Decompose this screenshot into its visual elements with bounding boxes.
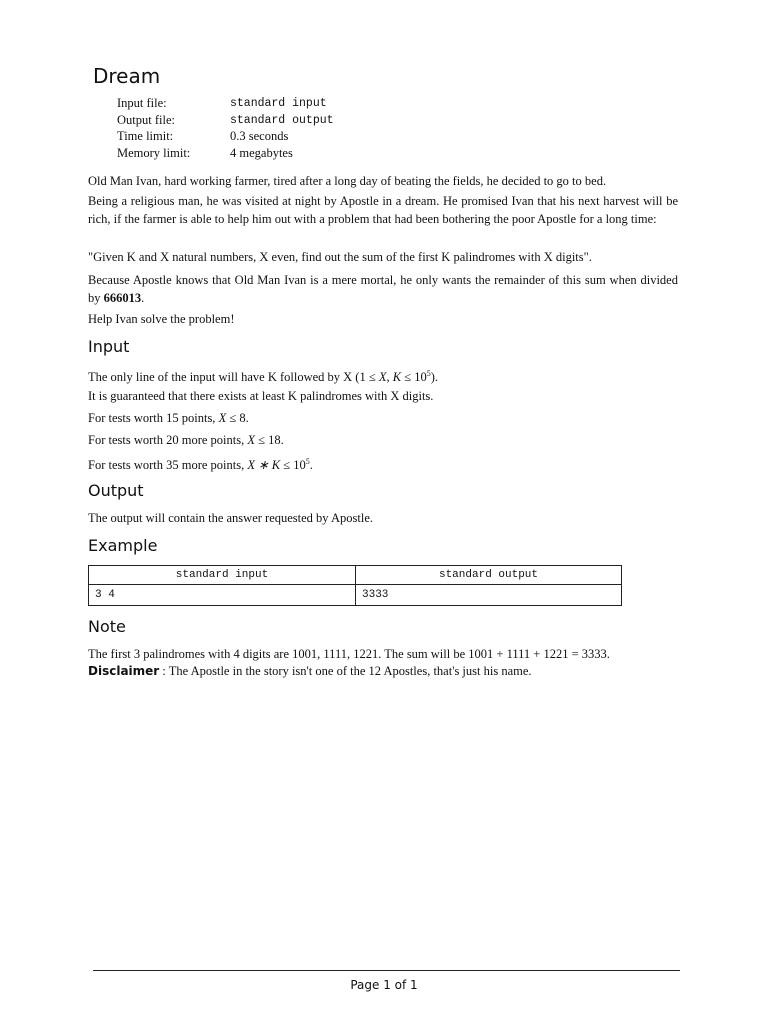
disclaimer	[88, 662, 688, 680]
output-file-row	[117, 112, 334, 129]
statement-p4-end: .	[141, 291, 145, 305]
input-l3-math: X	[218, 411, 227, 425]
statement-paragraph-4	[88, 271, 678, 307]
input-l5-math: X ∗ K	[247, 458, 281, 473]
input-l1-math: X, K	[378, 370, 402, 385]
problem-title: Dream	[93, 64, 161, 88]
page-number: Page 1 of 1	[350, 978, 418, 992]
input-line-2: It is guaranteed that there exists at least K palindromes with X digits.	[88, 389, 434, 403]
example-data-row	[89, 585, 622, 606]
statement-paragraph-5: Help Ivan solve the problem!	[88, 312, 235, 326]
input-l1-sup: 5	[426, 369, 431, 378]
memory-limit-label: Memory limit:	[117, 145, 191, 160]
statement-paragraph-1: Old Man Ivan, hard working farmer, tired after a long day of beating the fields, he decided to go to bed.	[88, 174, 607, 188]
example-col-input: standard input	[89, 566, 356, 585]
modulus-value: 666013	[103, 291, 142, 305]
input-l1-mid: ≤ 10	[401, 370, 427, 385]
input-l5-mid: ≤ 10	[280, 458, 306, 473]
input-line-1	[88, 365, 678, 386]
statement-paragraph-2: Being a religious man, he was visited at night by Apostle in a dream. He promised Ivan that his next harvest will be rich, if the farmer is able to help him out with a problem that had been bothering the poor Apostle for a long time:	[88, 194, 678, 226]
input-l3-end: ≤ 8.	[226, 411, 249, 425]
disclaimer-label: Disclaimer	[88, 664, 160, 678]
example-col-output: standard output	[356, 566, 622, 585]
output-file-label: Output file:	[117, 112, 175, 127]
statement-paragraph-3: "Given K and X natural numbers, X even, find out the sum of the first K palindromes with X digits".	[88, 250, 592, 264]
input-l5-sup: 5	[305, 457, 310, 466]
output-file-value: standard output	[230, 113, 334, 127]
example-heading: Example	[88, 536, 158, 555]
input-file-row	[117, 95, 334, 112]
statement-p4-start: Because Apostle knows that Old Man Ivan is a mere mortal, he only wants the remainder of this sum when divided by	[88, 273, 678, 305]
input-l1-start: The only line of the input will have K followed by X (1 ≤	[88, 370, 379, 385]
output-text: The output will contain the answer requested by Apostle.	[88, 511, 374, 525]
input-l4-math: X	[247, 433, 256, 447]
input-l1-end: ).	[430, 370, 438, 385]
example-input-cell: 3 4	[89, 585, 356, 606]
output-heading: Output	[88, 481, 144, 500]
memory-limit-value: 4 megabytes	[230, 145, 293, 160]
input-line-3	[88, 409, 678, 427]
time-limit-row	[117, 128, 334, 145]
time-limit-label: Time limit:	[117, 129, 174, 144]
time-limit-value: 0.3 seconds	[230, 129, 289, 144]
input-l5-start: For tests worth 35 more points,	[88, 458, 248, 473]
example-table	[88, 565, 622, 606]
note-heading: Note	[88, 617, 126, 636]
input-line-4	[88, 431, 678, 449]
example-output-cell: 3333	[356, 585, 622, 606]
input-l5-end: .	[309, 458, 313, 473]
disclaimer-text: : The Apostle in the story isn't one of the 12 Apostles, that's just his name.	[159, 664, 532, 678]
memory-limit-row	[117, 145, 334, 162]
footer-divider	[93, 970, 680, 971]
input-l4-start: For tests worth 20 more points,	[88, 433, 248, 447]
input-file-label: Input file:	[117, 95, 167, 110]
input-line-5	[88, 453, 678, 474]
input-heading: Input	[88, 337, 130, 356]
input-l4-end: ≤ 18.	[255, 433, 284, 447]
example-header-row	[89, 566, 622, 585]
problem-info-table	[117, 95, 334, 162]
input-file-value: standard input	[230, 96, 327, 110]
note-text: The first 3 palindromes with 4 digits are 1001, 1111, 1221. The sum will be 1001 + 1111 + 1221 = 3333.	[88, 647, 610, 661]
input-l3-start: For tests worth 15 points,	[88, 411, 219, 425]
